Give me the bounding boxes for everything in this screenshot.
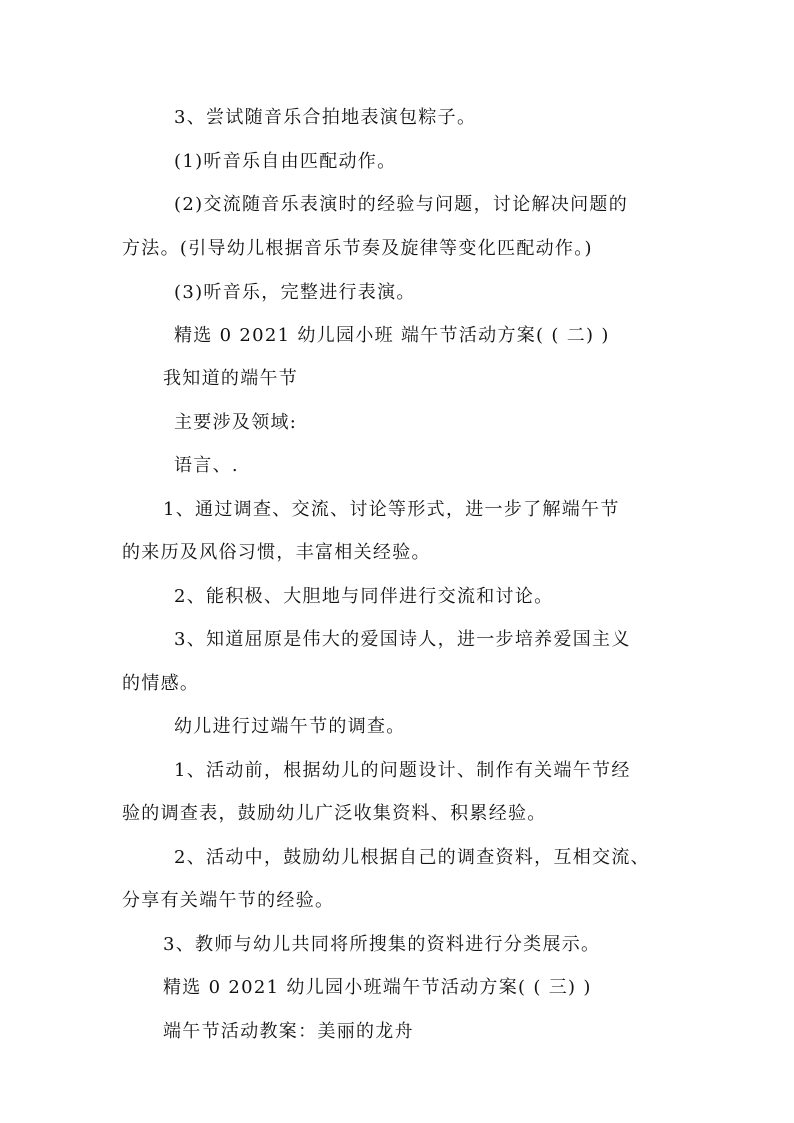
text-line: 2、能积极、大胆地与同伴进行交流和讨论。 xyxy=(174,586,554,607)
text-line: 3、教师与幼儿共同将所搜集的资料进行分类展示。 xyxy=(163,934,601,955)
text-line: 方法。(引导幼儿根据音乐节奏及旋律等变化匹配动作。) xyxy=(122,238,593,259)
text-line: (1)听音乐自由匹配动作。 xyxy=(174,151,397,172)
text-line: 验的调查表，鼓励幼儿广泛收集资料、积累经验。 xyxy=(122,803,547,824)
text-line: 1、活动前，根据幼儿的问题设计、制作有关端午节经 xyxy=(174,760,631,781)
text-line: 3、知道屈原是伟大的爱国诗人，进一步培养爱国主义 xyxy=(174,629,631,650)
text-line: 3、尝试随音乐合拍地表演包粽子。 xyxy=(174,107,477,128)
text-line: 主要涉及领域: xyxy=(174,412,298,433)
text-line: 2、活动中，鼓励幼儿根据自己的调查资料，互相交流、 xyxy=(174,847,650,868)
text-line: (2)交流随音乐表演时的经验与问题，讨论解决问题的 xyxy=(174,194,628,215)
section-heading: 精选 0 2021 幼儿园小班 端午节活动方案( ( 二) ) xyxy=(174,325,610,346)
text-line: 端午节活动教案：美丽的龙舟 xyxy=(163,1021,414,1042)
text-line: 分享有关端午节的经验。 xyxy=(122,890,335,911)
text-line: 幼儿进行过端午节的调查。 xyxy=(174,716,406,737)
text-line: 的情感。 xyxy=(122,673,200,694)
text-line: 1、通过调查、交流、讨论等形式，进一步了解端午节 xyxy=(163,499,620,520)
text-line: 语言、. xyxy=(174,455,239,476)
text-line: 的来历及风俗习惯，丰富相关经验。 xyxy=(122,542,431,563)
section-heading: 精选 0 2021 幼儿园小班端午节活动方案( ( 三) ) xyxy=(163,977,592,998)
text-line: (3)听音乐，完整进行表演。 xyxy=(174,282,416,303)
text-line: 我知道的端午节 xyxy=(163,368,299,389)
